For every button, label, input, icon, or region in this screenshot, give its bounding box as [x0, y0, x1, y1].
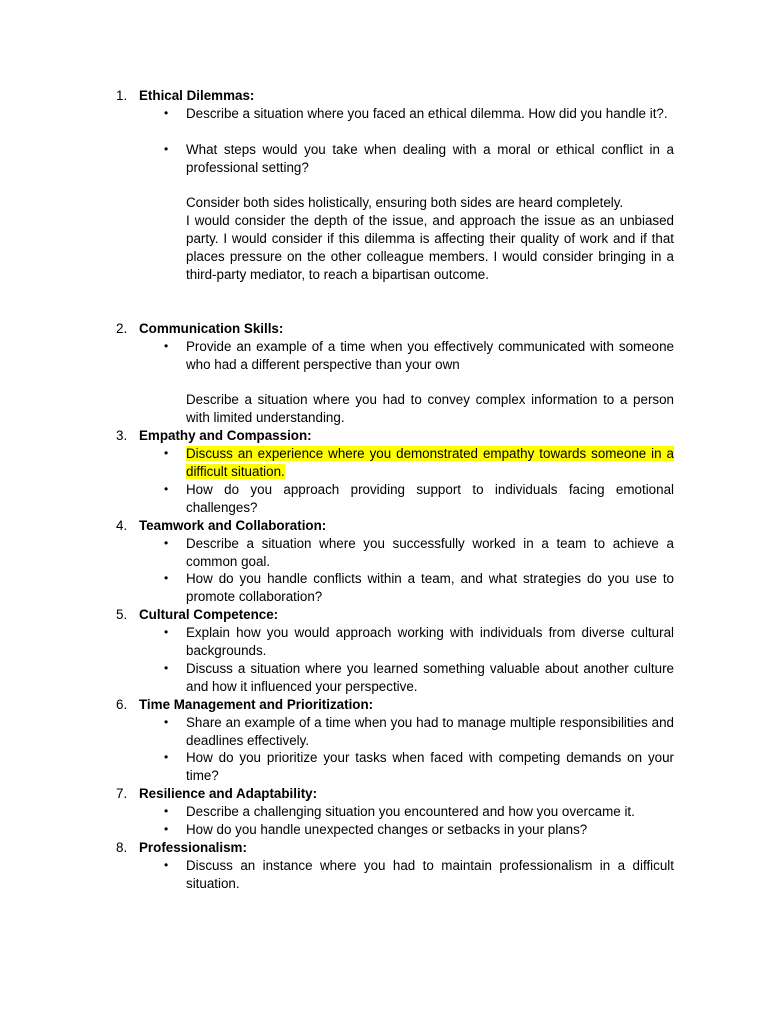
section-title: Time Management and Prioritization: [139, 696, 374, 712]
answer-paragraph: Describe a situation where you had to convey complex information to a person with limited understanding. [186, 392, 674, 426]
section-title: Empathy and Compassion: [139, 428, 312, 444]
answer-paragraph: I would consider the depth of the issue, and approach the issue as an unbiased party. I would consider if this dilemma is affecting their quality of work and if that places pressure on the other colleague members. I would consider bringing in a third-party mediator, to reach a bipartisan outcome. [186, 213, 674, 283]
list-item [164, 714, 674, 750]
list-item [164, 338, 674, 374]
section-time-management [0, 696, 768, 786]
list-item-text: Describe a situation where you successfully worked in a team to achieve a common goal. [186, 535, 674, 569]
bullet-icon: • [164, 750, 169, 765]
section-professionalism [0, 839, 768, 893]
list-item [164, 660, 674, 696]
list-item-text: How do you approach providing support to individuals facing emotional challenges? [186, 481, 674, 515]
bullet-icon: • [164, 571, 169, 586]
bullet-icon: • [164, 714, 169, 729]
bullet-icon: • [164, 338, 169, 353]
bullet-icon: • [164, 857, 169, 872]
list-item-text: How do you handle conflicts within a team, and what strategies do you use to promote collaboration? [186, 571, 674, 605]
answer-paragraph: Consider both sides holistically, ensuring both sides are heard completely. [186, 195, 624, 211]
bullet-list [0, 445, 768, 517]
bullet-icon: • [164, 660, 169, 675]
bullet-list [0, 105, 768, 177]
blank-line [0, 177, 768, 195]
list-item [164, 481, 674, 517]
section-number: 6. [116, 696, 128, 712]
section-title: Ethical Dilemmas: [139, 88, 255, 103]
list-item [164, 535, 674, 571]
list-item [164, 803, 674, 821]
bullet-list [0, 338, 768, 374]
list-item-text: Provide an example of a time when you effectively communicated with someone who had a different perspective than your own [186, 338, 674, 372]
section-title: Teamwork and Collaboration: [139, 517, 327, 533]
list-item-text: Describe a situation where you faced an ethical dilemma. How did you handle it?. [186, 105, 668, 121]
section-title: Communication Skills: [139, 320, 284, 336]
section-cultural-competence [0, 606, 768, 696]
bullet-icon: • [164, 625, 169, 640]
section-ethical-dilemmas [0, 87, 768, 284]
list-item-text: Describe a challenging situation you encountered and how you overcame it. [186, 804, 635, 820]
list-item-text: Explain how you would approach working with individuals from diverse cultural backgrounds. [186, 625, 674, 659]
list-item [164, 821, 674, 839]
bullet-icon: • [164, 481, 169, 496]
bullet-list [0, 624, 768, 696]
list-item-text: Discuss an instance where you had to maintain professionalism in a difficult situation. [186, 857, 674, 891]
section-title: Professionalism: [139, 840, 247, 855]
list-item [164, 445, 674, 481]
bullet-icon: • [164, 535, 169, 550]
blank-line [0, 123, 768, 141]
section-number: 5. [116, 607, 128, 623]
section-number: 4. [116, 517, 128, 533]
section-number: 2. [116, 320, 128, 336]
document-page [0, 87, 768, 893]
list-item [164, 105, 674, 123]
bullet-list [0, 535, 768, 607]
bullet-icon: • [164, 141, 169, 156]
section-empathy-compassion [0, 427, 768, 517]
section-number: 7. [116, 786, 128, 802]
blank-line [0, 284, 768, 320]
list-item-text: What steps would you take when dealing with a moral or ethical conflict in a professional setting? [186, 141, 674, 175]
list-item-text: Share an example of a time when you had to manage multiple responsibilities and deadlines effectively. [186, 714, 674, 748]
section-communication-skills [0, 320, 768, 427]
bullet-list [0, 714, 768, 786]
highlighted-text: Discuss an experience where you demonstrated empathy towards someone in a difficult situation. [186, 446, 674, 479]
list-item [164, 624, 674, 660]
list-item-text: Discuss a situation where you learned something valuable about another culture and how it influenced your perspective. [186, 660, 674, 694]
section-title: Resilience and Adaptability: [139, 786, 318, 802]
bullet-icon: • [164, 105, 169, 120]
bullet-list [0, 857, 768, 893]
list-item-text: How do you prioritize your tasks when faced with competing demands on your time? [186, 750, 674, 784]
list-item [164, 857, 674, 893]
section-number: 1. [116, 88, 128, 103]
section-teamwork-collaboration [0, 517, 768, 607]
bullet-icon: • [164, 446, 169, 461]
section-title: Cultural Competence: [139, 607, 279, 623]
bullet-icon: • [164, 804, 169, 819]
blank-line [0, 373, 768, 391]
section-resilience-adaptability [0, 785, 768, 839]
list-item-text: How do you handle unexpected changes or setbacks in your plans? [186, 822, 588, 838]
bullet-icon: • [164, 822, 169, 837]
list-item [164, 141, 674, 177]
bullet-list [0, 803, 768, 839]
list-item [164, 570, 674, 606]
section-number: 8. [116, 840, 128, 855]
section-number: 3. [116, 428, 128, 444]
list-item [164, 749, 674, 785]
